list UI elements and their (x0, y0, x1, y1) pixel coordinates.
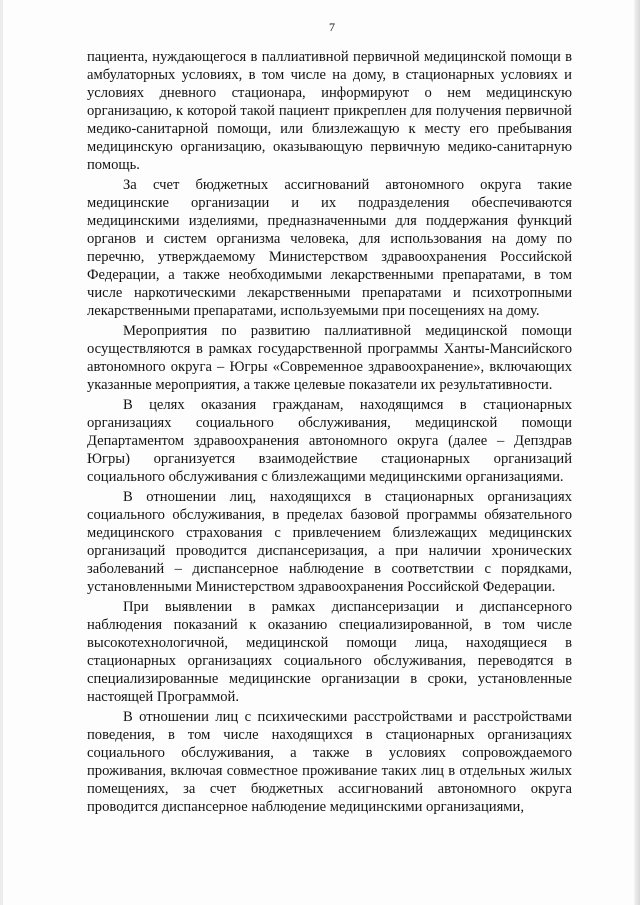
paragraph-palliative-development: Мероприятия по развитию паллиативной медицинской помощи осуществляются в рамках государственной программы Ханты-Мансийского автономного округа – Югры «Современное здравоохранение», включающих указанные мероприятия, а также целевые показатели их результативности. (87, 323, 572, 393)
scan-edge-right (634, 0, 640, 905)
paragraph-dispensary-examination: В отношении лиц, находящихся в стационарных организациях социального обслуживания, в пределах базовой программы обязательного медицинского страхования с привлечением близлежащих медицинских организаций проводится диспансеризация, а при наличии хронических заболеваний – диспансерное наблюдение в соответствии с порядками, установленными Министерством здравоохранения Российской Федерации. (87, 489, 572, 595)
paragraph-mental-disorders: В отношении лиц с психическими расстройствами и расстройствами поведения, в том числе находящихся в стационарных организациях социального обслуживания, а также в условиях сопровождаемого проживания, включая совместное проживание таких лиц в отдельных жилых помещениях, за счет бюджетных ассигнований автономного округа проводится диспансерное наблюдение медицинскими организациями, (87, 709, 572, 815)
paragraph-specialized-care: При выявлении в рамках диспансеризации и диспансерного наблюдения показаний к оказанию специализированной, в том числе высокотехнологичной, медицинской помощи лица, находящиеся в стационарных организациях социального обслуживания, переводятся в специализированные медицинские организации в сроки, установленные настоящей Программой. (87, 599, 572, 705)
paragraph-budget-funding: За счет бюджетных ассигнований автономного округа такие медицинские организации и их подразделения обеспечиваются медицинскими изделиями, предназначенными для поддержания функций органов и систем организма человека, для использования на дому по перечню, утверждаемому Министерством здравоохранения Российской Федерации, а также необходимыми лекарственными препаратами, в том числе наркотическими лекарственными препаратами и психотропными лекарственными препаратами, используемыми при посещениях на дому. (87, 177, 572, 319)
document-body (87, 48, 572, 816)
paragraph-continued: пациента, нуждающегося в паллиативной первичной медицинской помощи в амбулаторных условиях, в том числе на дому, в стационарных условиях и условиях дневного стационара, информируют о нем медицинскую организацию, к которой такой пациент прикреплен для получения первичной медико-санитарной помощи, или близлежащую к месту его пребывания медицинскую организацию, оказывающую первичную медико-санитарную помощь. (87, 49, 572, 173)
paragraph-social-institutions: В целях оказания гражданам, находящимся в стационарных организациях социального обслуживания, медицинской помощи Департаментом здравоохранения автономного округа (далее – Депздрав Югры) организуется взаимодействие стационарных организаций социального обслуживания с близлежащими медицинскими организациями. (87, 397, 572, 485)
page-number: 7 (329, 20, 335, 34)
scan-edge-left (0, 0, 3, 905)
